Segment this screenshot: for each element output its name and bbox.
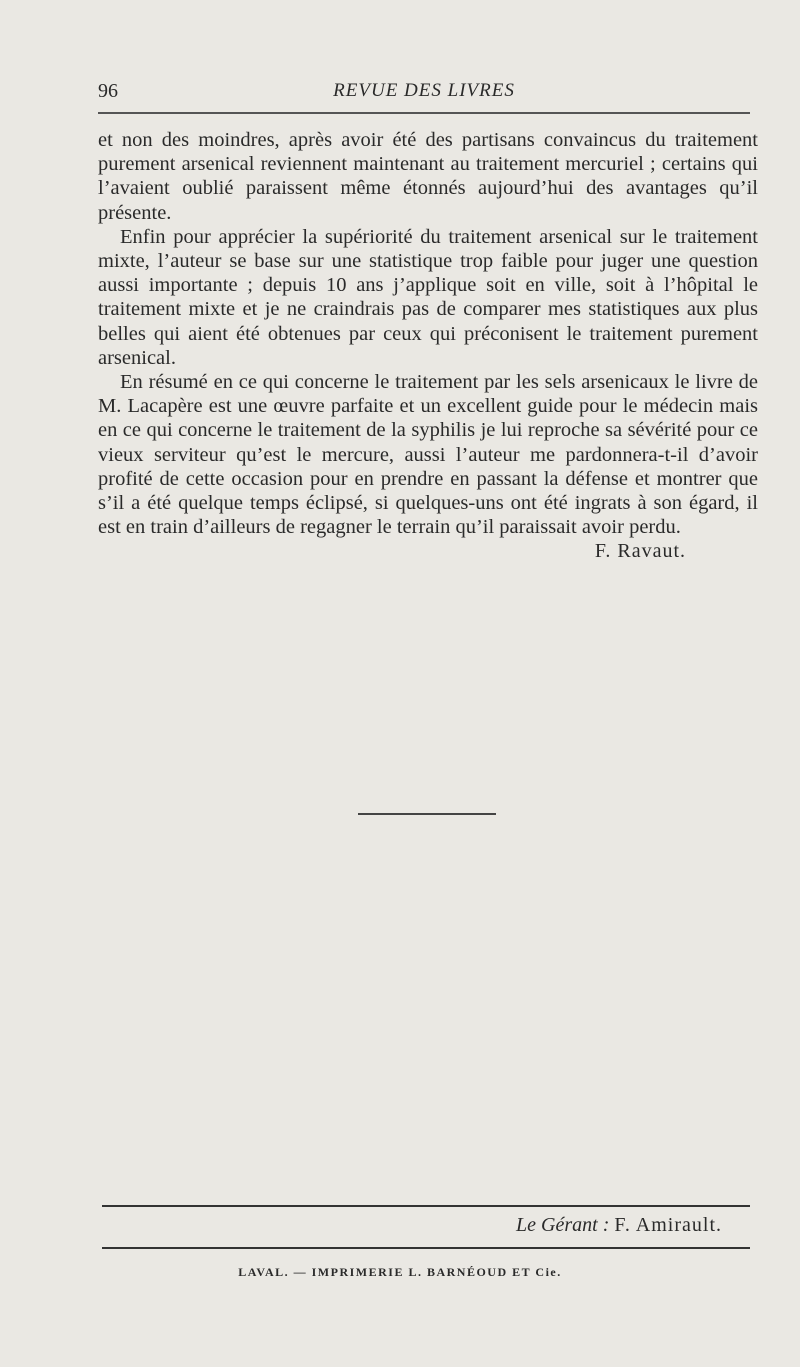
footer-rule-top: [102, 1205, 750, 1207]
printer-imprint: LAVAL. — IMPRIMERIE L. BARNÉOUD ET Cie.: [238, 1265, 562, 1279]
running-title: REVUE DES LIVRES: [333, 80, 515, 101]
page-number: 96: [98, 80, 118, 102]
paragraph-3: En résumé en ce qui concerne le traitement par les sels arsenicaux le livre de M. Lacapère est une œuvre parfaite et un excellent guide pour le médecin mais en ce qui concerne le traitement de la syphilis je lui reproche sa sévérité pour ce vieux serviteur qu’est le mercure, aussi l’auteur me pardonnera-t-il d’avoir profité de cette occasion pour en prendre en passant la défense et montrer que s’il a été quelque temps éclipsé, si quelques-uns ont été ingrats à son égard, il est en train d’ailleurs de regagner le terrain qu’il paraissait avoir perdu.: [98, 371, 758, 539]
page-header: [98, 80, 750, 108]
manager-name: F. Amirault.: [614, 1214, 722, 1236]
article-body: [98, 128, 758, 564]
footer-rule-bottom: [102, 1247, 750, 1249]
paragraph-2: Enfin pour apprécier la supériorité du traitement arsenical sur le traitement mixte, l’auteur se base sur une statistique trop faible pour juger une question aussi importante ; depuis 10 ans j’applique soit en ville, soit à l’hôpital le traitement mixte et je ne craindrais pas de comparer mes statistiques aux plus belles qui aient été obtenues par ceux qui préconisent le traitement purement arsenical.: [98, 225, 758, 369]
manager-label: Le Gérant :: [516, 1214, 610, 1236]
author-signature: F. Ravaut.: [594, 540, 686, 563]
header-rule: [98, 112, 750, 114]
section-divider: [358, 813, 496, 815]
paragraph-1: et non des moindres, après avoir été des partisans convaincus du traitement purement arsenical reviennent maintenant au traitement mercuriel ; certains qui l’avaient oublié paraissent même étonnés aujourd’hui des avantages qu’il présente.: [98, 129, 758, 224]
manager-line: [516, 1214, 722, 1237]
